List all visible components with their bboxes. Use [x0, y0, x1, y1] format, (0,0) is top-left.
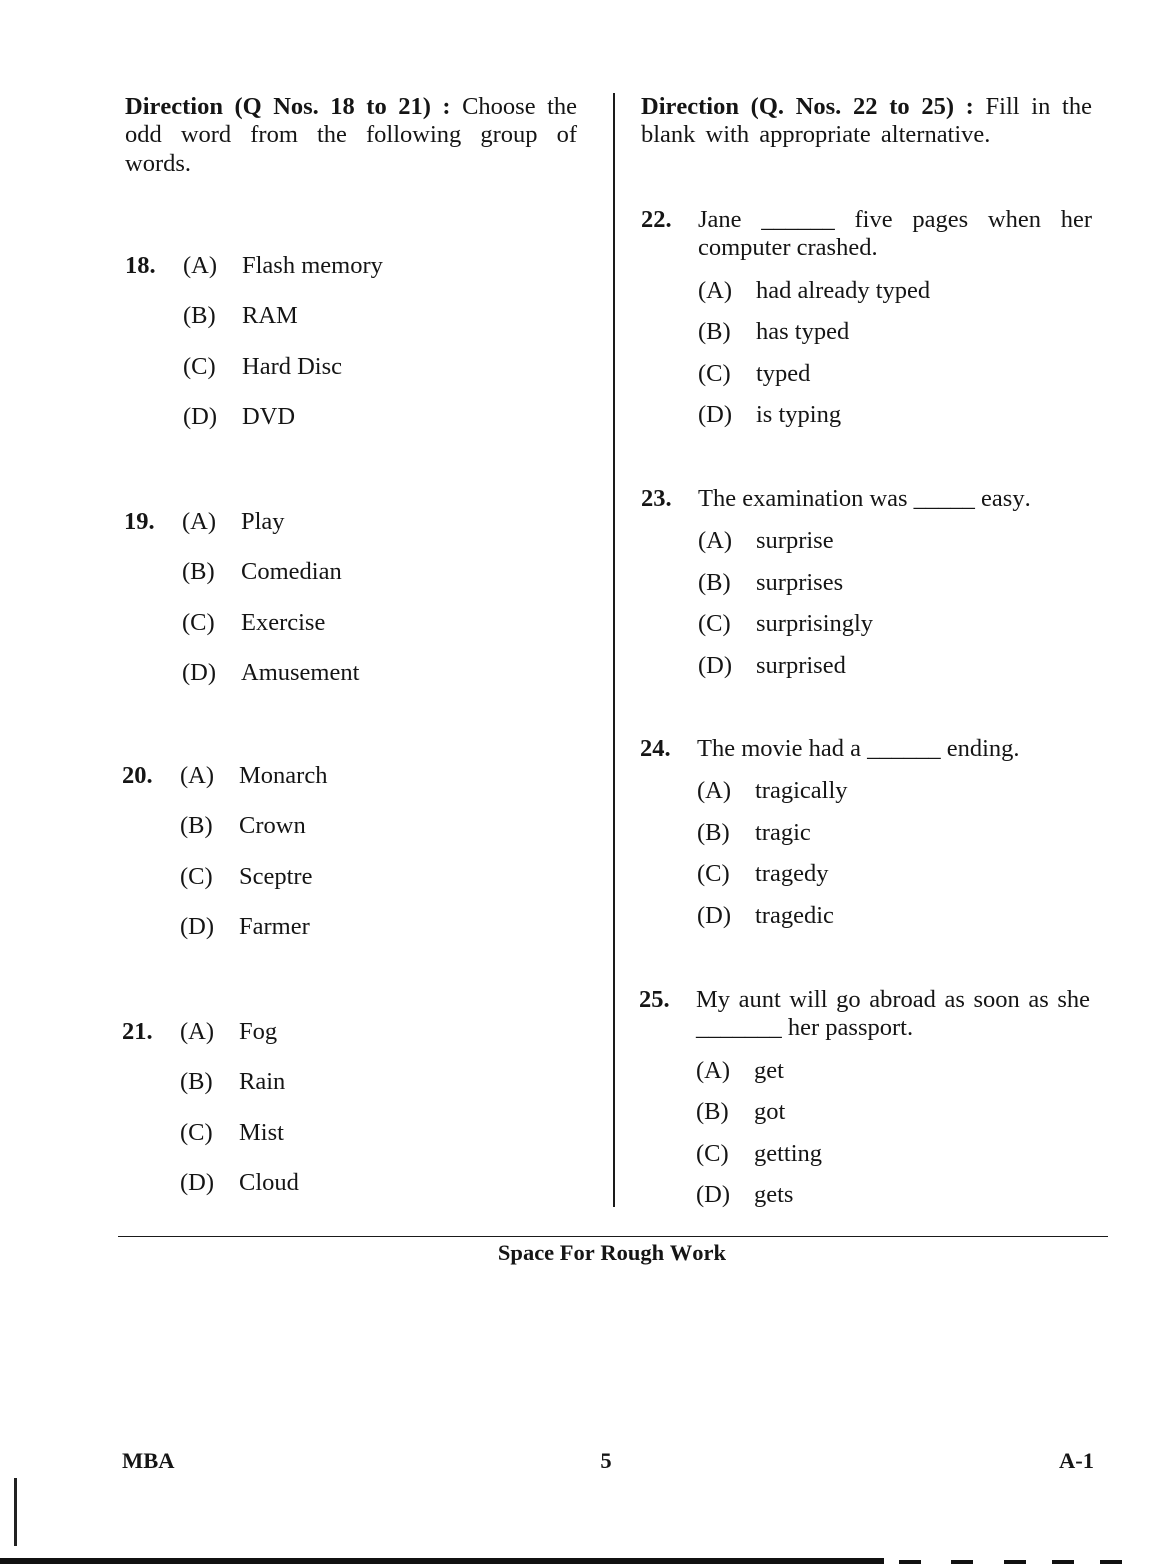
question-number: 25.: [639, 985, 670, 1013]
question-24: [640, 735, 1091, 937]
option-label: (A): [183, 251, 218, 279]
question-18: [125, 241, 565, 443]
scan-edge-dash: [899, 1560, 921, 1564]
option-text: Crown: [239, 812, 306, 840]
option-text: tragedy: [755, 860, 829, 888]
option-label: (C): [183, 352, 216, 380]
option-label: (B): [180, 1068, 213, 1096]
question-21: [122, 1007, 562, 1209]
question-23-option-c: [698, 603, 1092, 645]
option-text: RAM: [242, 302, 298, 330]
scan-edge-bar: [0, 1558, 884, 1564]
left-direction-text: Choose the odd word from the following group of words.: [125, 92, 577, 177]
footer-page-number: 5: [600, 1448, 612, 1473]
option-list: [696, 1050, 1090, 1216]
question-stem: Jane ______ five pages when her computer crashed.: [698, 205, 1092, 262]
question-18-option-b: [183, 291, 565, 342]
option-label: (B): [182, 558, 215, 586]
option-label: (D): [183, 403, 218, 431]
question-number: 20.: [122, 761, 153, 789]
question-25-option-b: [696, 1091, 1090, 1133]
option-label: (A): [696, 1056, 731, 1084]
option-list: [183, 241, 565, 443]
question-19-option-a: [182, 497, 564, 548]
option-label: (B): [696, 1098, 729, 1126]
question-25: [639, 986, 1090, 1216]
question-25-option-d: [696, 1174, 1090, 1216]
scan-edge-dash: [951, 1560, 973, 1564]
scan-edge-dash: [1052, 1560, 1074, 1564]
option-label: (C): [180, 1118, 213, 1146]
question-22-option-b: [698, 311, 1092, 353]
option-text: surprised: [756, 651, 846, 679]
question-22-option-d: [698, 394, 1092, 436]
option-label: (B): [180, 812, 213, 840]
question-20: [122, 751, 562, 953]
question-25-option-a: [696, 1050, 1090, 1092]
option-label: (B): [698, 568, 731, 596]
question-stem: My aunt will go abroad as soon as she _______ her passport.: [696, 985, 1090, 1042]
option-label: (A): [180, 761, 215, 789]
option-label: (D): [182, 659, 217, 687]
option-text: Flash memory: [242, 251, 383, 279]
option-text: Rain: [239, 1068, 286, 1096]
column-divider: [613, 93, 615, 1207]
option-list: [698, 270, 1092, 436]
question-21-option-b: [180, 1057, 562, 1108]
option-text: Fog: [239, 1017, 278, 1045]
option-text: get: [754, 1056, 784, 1084]
option-label: (D): [180, 913, 215, 941]
question-24-option-a: [697, 770, 1091, 812]
option-text: Sceptre: [239, 862, 313, 890]
option-list: [182, 497, 564, 699]
right-direction-label: Direction (Q. Nos. 22 to 25) :: [641, 92, 974, 120]
left-direction-label: Direction (Q Nos. 18 to 21) :: [125, 92, 451, 120]
option-label: (D): [180, 1169, 215, 1197]
question-24-option-d: [697, 895, 1091, 937]
question-23: [641, 485, 1092, 687]
question-19-option-c: [182, 598, 564, 649]
question-18-option-d: [183, 392, 565, 443]
option-text: tragedic: [755, 901, 834, 929]
question-20-option-d: [180, 902, 562, 953]
option-text: is typing: [756, 401, 842, 429]
question-20-option-a: [180, 751, 562, 802]
question-22-option-a: [698, 270, 1092, 312]
option-text: Comedian: [241, 558, 342, 586]
option-label: (B): [698, 318, 731, 346]
option-text: tragically: [755, 777, 848, 805]
option-text: surprisingly: [756, 610, 874, 638]
question-number: 19.: [124, 507, 155, 535]
option-text: DVD: [242, 403, 296, 431]
scan-edge-dash: [1100, 1560, 1122, 1564]
option-label: (A): [698, 276, 733, 304]
option-label: (B): [697, 818, 730, 846]
question-25-option-c: [696, 1133, 1090, 1175]
question-21-option-c: [180, 1108, 562, 1159]
question-18-option-a: [183, 241, 565, 292]
footer-course-code: MBA: [122, 1448, 175, 1473]
question-23-option-a: [698, 520, 1092, 562]
option-text: Play: [241, 507, 285, 535]
right-direction-text: Fill in the blank with appropriate alternative.: [641, 92, 1092, 148]
scan-edge-dash: [1004, 1560, 1026, 1564]
left-direction: [125, 93, 577, 179]
scan-edge-mark: [14, 1478, 17, 1546]
option-text: had already typed: [756, 276, 931, 304]
question-24-option-b: [697, 812, 1091, 854]
option-label: (A): [697, 777, 732, 805]
question-22: [641, 206, 1092, 436]
option-label: (D): [696, 1181, 731, 1209]
option-list: [180, 751, 562, 953]
question-number: 21.: [122, 1017, 153, 1045]
question-number: 22.: [641, 205, 672, 233]
option-text: got: [754, 1098, 786, 1126]
option-text: Cloud: [239, 1169, 299, 1197]
option-label: (A): [698, 527, 733, 555]
option-label: (C): [698, 610, 731, 638]
question-stem: The examination was _____ easy.: [698, 484, 1031, 512]
option-label: (D): [698, 401, 733, 429]
question-number: 23.: [641, 484, 672, 512]
option-text: Farmer: [239, 913, 310, 941]
option-text: Hard Disc: [242, 352, 343, 380]
question-24-option-c: [697, 853, 1091, 895]
question-23-option-b: [698, 562, 1092, 604]
question-23-option-d: [698, 645, 1092, 687]
option-label: (D): [697, 901, 732, 929]
option-label: (C): [698, 359, 731, 387]
option-list: [180, 1007, 562, 1209]
option-label: (D): [698, 651, 733, 679]
rough-work-heading: Space For Rough Work: [497, 1240, 727, 1265]
question-20-option-c: [180, 852, 562, 903]
question-21-option-d: [180, 1158, 562, 1209]
question-number: 24.: [640, 734, 671, 762]
option-label: (C): [180, 862, 213, 890]
option-list: [697, 770, 1091, 936]
option-label: (C): [696, 1139, 729, 1167]
footer-booklet-code: A-1: [1059, 1448, 1094, 1473]
option-text: surprise: [756, 527, 834, 555]
question-19: [124, 497, 564, 699]
question-22-option-c: [698, 353, 1092, 395]
question-20-option-b: [180, 801, 562, 852]
option-text: Exercise: [241, 608, 326, 636]
option-list: [698, 520, 1092, 686]
option-text: has typed: [756, 318, 850, 346]
option-text: gets: [754, 1181, 794, 1209]
question-19-option-d: [182, 648, 564, 699]
option-text: surprises: [756, 568, 844, 596]
option-text: Monarch: [239, 761, 328, 789]
option-text: Amusement: [241, 659, 360, 687]
right-direction: [641, 93, 1092, 150]
option-label: (C): [697, 860, 730, 888]
question-18-option-c: [183, 342, 565, 393]
option-label: (C): [182, 608, 215, 636]
option-text: typed: [756, 359, 811, 387]
question-number: 18.: [125, 251, 156, 279]
option-text: tragic: [755, 818, 811, 846]
question-stem: The movie had a ______ ending.: [697, 734, 1020, 762]
question-19-option-b: [182, 547, 564, 598]
option-label: (A): [182, 507, 217, 535]
section-rule: [118, 1236, 1108, 1237]
option-text: getting: [754, 1139, 823, 1167]
question-21-option-a: [180, 1007, 562, 1058]
option-label: (B): [183, 302, 216, 330]
option-label: (A): [180, 1017, 215, 1045]
option-text: Mist: [239, 1118, 284, 1146]
